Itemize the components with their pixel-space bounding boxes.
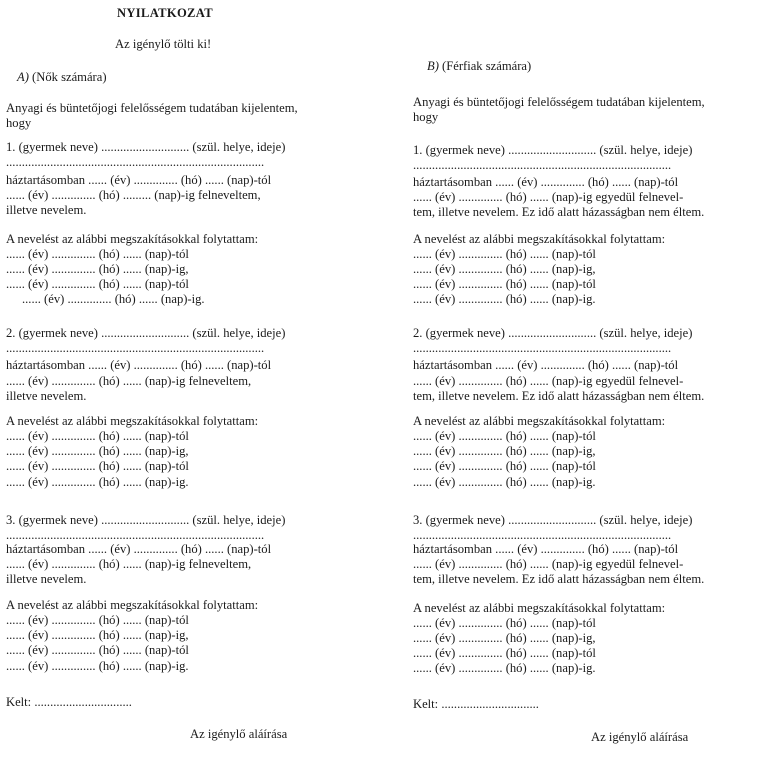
right-child1-interruption-1: ...... (év) .............. (hó) ...... (nap)-tól [413,247,596,261]
right-child2-interruption-3: ...... (év) .............. (hó) ...... (nap)-tól [413,459,596,473]
right-child2-line-5: tem, illetve nevelem. Ez idő alatt házasságban nem éltem. [413,389,705,403]
right-child1-line-4: ...... (év) .............. (hó) ...... (nap)-ig egyedül felnevel- [413,190,684,204]
right-kelt-date-field: Kelt: ............................... [413,697,539,711]
left-child1-interruption-2: ...... (év) .............. (hó) ...... (nap)-ig, [6,262,189,276]
left-child3-interruption-4: ...... (év) .............. (hó) ...... (nap)-ig. [6,659,189,673]
left-child3-interruption-1: ...... (év) .............. (hó) ...... (nap)-tól [6,613,189,627]
right-child1-interruption-3: ...... (év) .............. (hó) ...... (nap)-tól [413,277,596,291]
left-child2-interruption-4: ...... (év) .............. (hó) ...... (nap)-ig. [6,475,189,489]
left-child3-line-3: háztartásomban ...... (év) .............. (hó) ...... (nap)-tól [6,542,272,556]
page-title: NYILATKOZAT [117,6,213,20]
left-child1-line-4: ...... (év) .............. (hó) ......... (nap)-ig felneveltem, [6,188,261,202]
right-child2-line-1: 2. (gyermek neve) ............................ (szül. helye, ideje) [413,326,693,340]
page-subtitle: Az igénylő tölti ki! [115,37,212,51]
left-child3-line-5: illetve nevelem. [6,572,87,586]
left-child3-interruption-3: ...... (év) .............. (hó) ...... (nap)-tól [6,643,189,657]
right-child3-line-3: háztartásomban ...... (év) .............. (hó) ...... (nap)-tól [413,542,679,556]
right-child2-interruption-2: ...... (év) .............. (hó) ...... (nap)-ig, [413,444,596,458]
left-child3-line-4: ...... (év) .............. (hó) ...... (nap)-ig felneveltem, [6,557,252,571]
right-child1-interruption-title: A nevelést az alábbi megszakításokkal folytattam: [413,232,666,246]
left-child2-line-4: ...... (év) .............. (hó) ...... (nap)-ig felneveltem, [6,374,252,388]
right-child3-interruption-title: A nevelést az alábbi megszakításokkal folytattam: [413,601,666,615]
section-b-title: (Férfiak számára) [442,59,532,73]
right-intro-line-2: hogy [413,110,439,124]
left-child2-line-3: háztartásomban ...... (év) .............. (hó) ...... (nap)-tól [6,358,272,372]
left-child1-interruption-title: A nevelést az alábbi megszakításokkal folytattam: [6,232,259,246]
left-child3-interruption-2: ...... (év) .............. (hó) ...... (nap)-ig, [6,628,189,642]
left-child2-line-2: .................................................................................. [6,341,265,355]
left-child2-interruption-1: ...... (év) .............. (hó) ...... (nap)-tól [6,429,189,443]
right-child3-line-4: ...... (év) .............. (hó) ...... (nap)-ig egyedül felnevel- [413,557,684,571]
left-signature-label: Az igénylő aláírása [190,727,288,741]
right-child3-interruption-3: ...... (év) .............. (hó) ...... (nap)-tól [413,646,596,660]
right-child2-line-4: ...... (év) .............. (hó) ...... (nap)-ig egyedül felnevel- [413,374,684,388]
left-child3-interruption-title: A nevelést az alábbi megszakításokkal folytattam: [6,598,259,612]
right-child2-interruption-title: A nevelést az alábbi megszakításokkal folytattam: [413,414,666,428]
left-child1-interruption-4: ...... (év) .............. (hó) ...... (nap)-ig. [22,292,205,306]
right-child3-interruption-4: ...... (év) .............. (hó) ...... (nap)-ig. [413,661,596,675]
right-child2-interruption-4: ...... (év) .............. (hó) ...... (nap)-ig. [413,475,596,489]
left-child1-interruption-1: ...... (év) .............. (hó) ...... (nap)-tól [6,247,189,261]
right-child3-interruption-1: ...... (év) .............. (hó) ...... (nap)-tól [413,616,596,630]
right-child1-line-3: háztartásomban ...... (év) .............. (hó) ...... (nap)-tól [413,175,679,189]
left-intro-line-1: Anyagi és büntetőjogi felelősségem tudatában kijelentem, [6,101,298,115]
right-child2-line-2: .................................................................................. [413,341,672,355]
right-signature-label: Az igénylő aláírása [591,730,689,744]
left-child1-line-5: illetve nevelem. [6,203,87,217]
left-child1-interruption-3: ...... (év) .............. (hó) ...... (nap)-tól [6,277,189,291]
left-child3-line-1: 3. (gyermek neve) ............................ (szül. helye, ideje) [6,513,286,527]
left-kelt-date-field: Kelt: ............................... [6,695,132,709]
right-child3-line-2: .................................................................................. [413,528,672,542]
left-child2-line-5: illetve nevelem. [6,389,87,403]
right-child3-line-1: 3. (gyermek neve) ............................ (szül. helye, ideje) [413,513,693,527]
left-child1-line-2: .................................................................................. [6,155,265,169]
right-child2-line-3: háztartásomban ...... (év) .............. (hó) ...... (nap)-tól [413,358,679,372]
right-child3-interruption-2: ...... (év) .............. (hó) ...... (nap)-ig, [413,631,596,645]
left-intro-line-2: hogy [6,116,32,130]
left-child3-line-2: .................................................................................. [6,528,265,542]
section-a-label [17,70,107,85]
left-child2-interruption-3: ...... (év) .............. (hó) ...... (nap)-tól [6,459,189,473]
right-child1-interruption-2: ...... (év) .............. (hó) ...... (nap)-ig, [413,262,596,276]
section-a-title: (Nők számára) [32,70,107,84]
section-b-label [427,59,531,74]
right-child3-line-5: tem, illetve nevelem. Ez idő alatt házasságban nem éltem. [413,572,705,586]
section-b-letter: B) [427,59,439,73]
right-child1-line-5: tem, illetve nevelem. Ez idő alatt házasságban nem éltem. [413,205,705,219]
right-intro-line-1: Anyagi és büntetőjogi felelősségem tudatában kijelentem, [413,95,705,109]
right-child1-line-1: 1. (gyermek neve) ............................ (szül. helye, ideje) [413,143,693,157]
left-child1-line-3: háztartásomban ...... (év) .............. (hó) ...... (nap)-tól [6,173,272,187]
right-child1-interruption-4: ...... (év) .............. (hó) ...... (nap)-ig. [413,292,596,306]
right-child1-line-2: .................................................................................. [413,158,672,172]
right-child2-interruption-1: ...... (év) .............. (hó) ...... (nap)-tól [413,429,596,443]
left-child2-interruption-title: A nevelést az alábbi megszakításokkal folytattam: [6,414,259,428]
section-a-letter: A) [17,70,29,84]
left-child2-interruption-2: ...... (év) .............. (hó) ...... (nap)-ig, [6,444,189,458]
left-child1-line-1: 1. (gyermek neve) ............................ (szül. helye, ideje) [6,140,286,154]
left-child2-line-1: 2. (gyermek neve) ............................ (szül. helye, ideje) [6,326,286,340]
